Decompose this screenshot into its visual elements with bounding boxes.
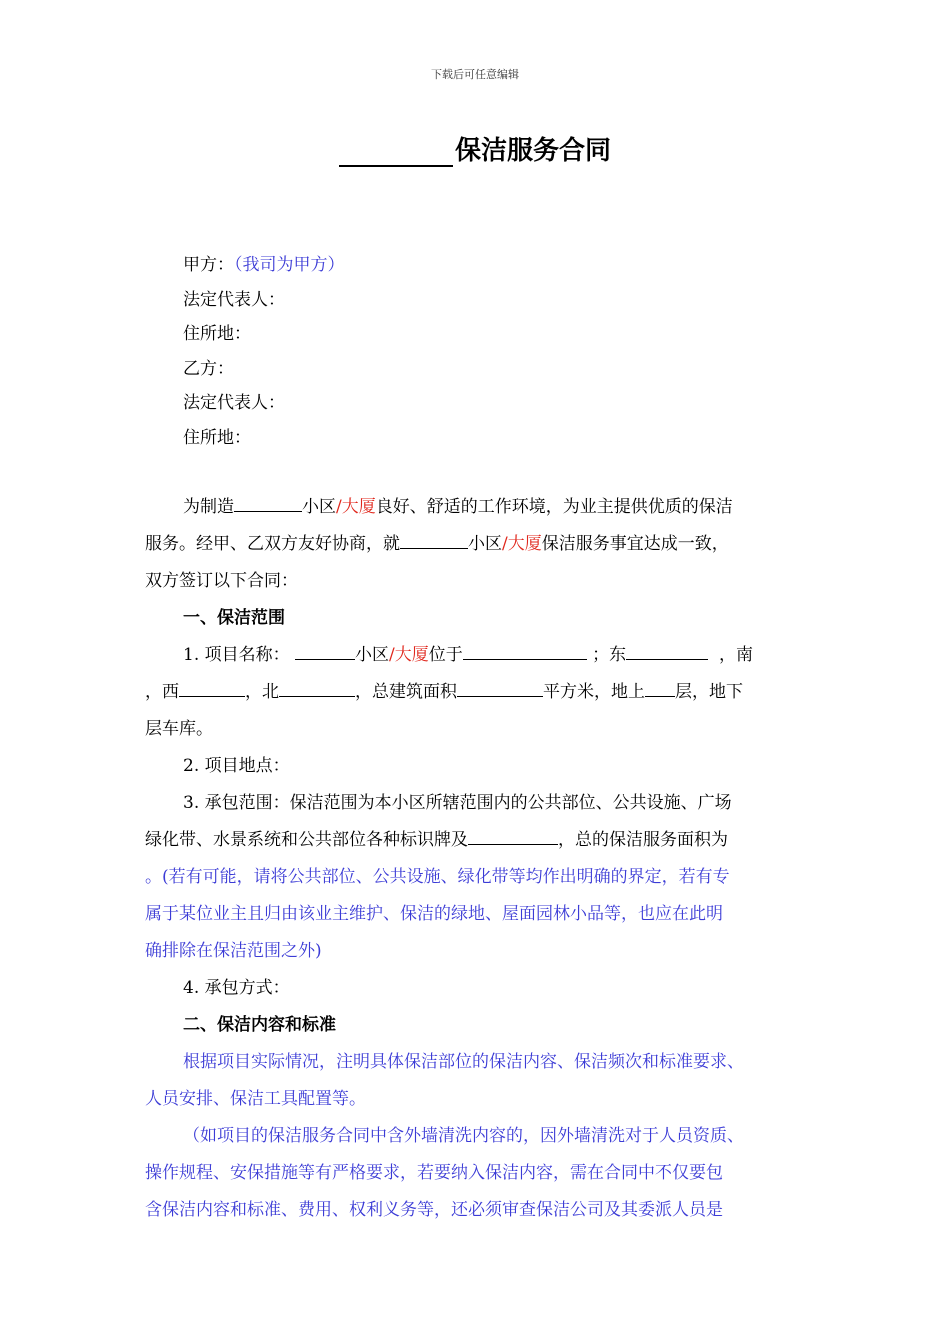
blank-field [457,674,543,697]
section-2-p1-line-2: 人员安排、保洁工具配置等。 [145,1089,366,1109]
section-2 [145,1007,810,1229]
address-a: 住所地： [183,324,251,344]
legal-rep-b: 法定代表人： [183,393,285,413]
blank-field [626,637,708,660]
parties-block [145,248,810,455]
section-2-p2-line-1: （如项目的保洁服务合同中含外墙清洗内容的，因外墙清洗对于人员资质、 [183,1126,744,1146]
item-1-line-1: 1. 项目名称： 小区/大厦位于 ；东 ，南 [145,637,810,674]
item-3-note-1: 。(若有可能，请将公共部位、公共设施、绿化带等均作出明确的界定，若有专 [145,867,730,887]
party-a-label: 甲方： [183,255,234,275]
party-b-label: 乙方： [183,358,234,379]
intro-line-3: 双方签订以下合同： [145,571,298,591]
party-a-line [145,248,810,283]
intro-line-1: 为制造 小区/大厦良好、舒适的工作环境，为业主提供优质的保洁 [145,489,810,526]
blank-field [295,637,355,660]
item-1-line-2: ，西 ，北 ，总建筑面积 平方米，地上 层，地下 [145,674,810,711]
section-1 [145,600,810,1007]
blank-field [279,674,355,697]
blank-field [645,674,675,697]
item-3-note-2: 属于某位业主且归由该业主维护、保洁的绿地、屋面园林小品等，也应在此明 [145,904,723,924]
item-3-line-2: 绿化带、水景系统和公共部位各种标识牌及 ，总的保洁服务面积为 [145,822,810,859]
title-text: 保洁服务合同 [454,136,611,166]
document-body [145,248,810,1229]
section-2-heading: 二、保洁内容和标准 [183,1015,336,1035]
item-2: 2. 项目地点： [183,756,290,776]
intro-paragraph [145,489,810,600]
section-2-p2-line-2: 操作规程、安保措施等有严格要求，若要纳入保洁内容，需在合同中不仅要包 [145,1163,723,1183]
legal-rep-a: 法定代表人： [183,289,285,310]
address-b: 住所地： [183,427,251,448]
blank-field [400,526,468,549]
blank-field [463,637,587,660]
document-title [0,130,950,167]
party-a-note: （我司为甲方） [234,255,345,275]
item-3-line-1: 3. 承包范围：保洁范围为本小区所辖范围内的公共部位、公共设施、广场 [183,793,732,813]
blank-field [179,674,245,697]
section-2-p1-line-1: 根据项目实际情况，注明具体保洁部位的保洁内容、保洁频次和标准要求、 [183,1052,744,1072]
blank-field [468,822,558,845]
section-1-heading: 一、保洁范围 [183,608,285,628]
item-4: 4. 承包方式： [183,978,290,998]
item-3-note-3: 确排除在保洁范围之外) [145,941,322,961]
header-note: 下载后可任意编辑 [431,68,519,81]
blank-field [234,489,302,512]
item-1-line-3: 层车库。 [145,719,213,739]
title-blank-line [339,137,453,167]
section-2-p2-line-3: 含保洁内容和标准、费用、权利义务等，还必须审查保洁公司及其委派人员是 [145,1200,723,1220]
intro-line-2: 服务。经甲、乙双方友好协商，就 小区/大厦保洁服务事宜达成一致， [145,526,810,563]
